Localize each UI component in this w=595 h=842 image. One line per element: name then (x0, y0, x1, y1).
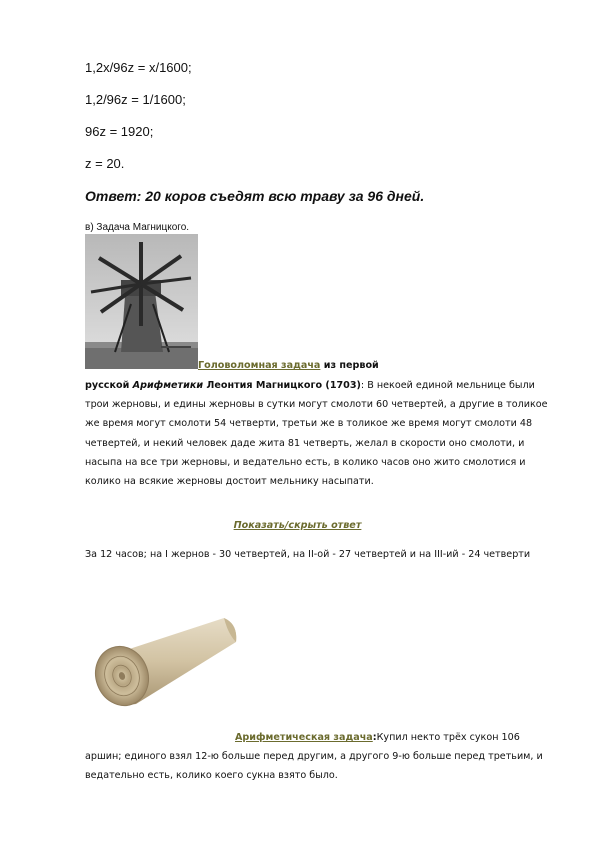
equation-line: 96z = 1920; (85, 124, 154, 139)
magnitsky-problem: русской Арифметики Леонтия Магницкого (1703): В некоей единой мельнице были трои жерновы, и едины жерновы в сутки могут смолоти 60 четвертей, а другие в толикое же время могут смолоти 54 четверти, третьи же в толикое же время могут смолоти 48 четвертей, и некий человек даде жита 81 четверть, желал в скорости оно смолоти, и насыпа на все три жерновы, и ведательно есть, в колико часов оно жито смолотися и колико на всякие жерновы достоит мельнику насыпати. (85, 380, 548, 488)
magnitsky-link[interactable]: Головоломная задача (198, 360, 321, 371)
cloth-roll-image (92, 612, 240, 714)
equation-line: 1,2x/96z = x/1600; (85, 60, 192, 75)
answer-line: Ответ: 20 коров съедят всю траву за 96 дней. (85, 188, 425, 204)
cloth-link[interactable]: Арифметическая задача (235, 732, 373, 743)
toggle-answer-link[interactable]: Показать/скрыть ответ (233, 520, 362, 531)
problem-text: В некоей единой мельнице были трои жерновы, и едины жерновы в сутки могут смолоти 60 четвертей, а другие в толикое же время могут смолоти 54 четверти, третьи же в толикое же время могут смолоти 48 четвертей, и некий человек даде жита 81 четверть, желал в скорости оно смолоти, и насыпа на все три жерновы, и ведательно есть, в колико часов оно жито смолотися и колико на всякие жерновы достоит мельнику насыпати. (85, 380, 548, 488)
cloth-problem-line1: Арифметическая задача:Купил некто трёх сукон 106 (235, 732, 520, 743)
cloth-problem-text: аршин; единого взял 12-ю больше перед другим, а другого 9-ю больше перед третьим, и ведательно есть, колико коего сукна взято было. (85, 751, 543, 782)
book-title: Арифметики (132, 380, 204, 391)
equation-line: 1,2/96z = 1/1600; (85, 92, 186, 107)
windmill-image (85, 234, 198, 369)
equation-line: z = 20. (85, 156, 125, 171)
section-heading: в) Задача Магницкого. (85, 222, 190, 233)
magnitsky-answer: За 12 часов; на I жернов - 30 четвертей, на II-ой - 27 четвертей и на III-ий - 24 четверти (85, 549, 531, 560)
magnitsky-intro-line: Головоломная задача из первой (198, 360, 379, 371)
